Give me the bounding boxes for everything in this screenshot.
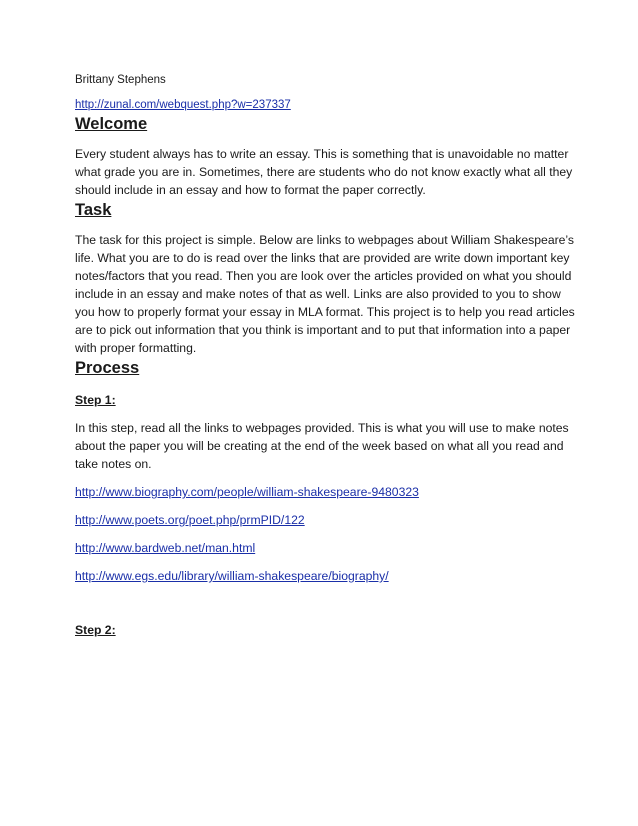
- step-1-paragraph: In this step, read all the links to webpages provided. This is what you will use to make notes about the paper you will be creating at the end of the week based on what all you read and take notes on.: [75, 421, 569, 471]
- bardweb-link[interactable]: http://www.bardweb.net/man.html: [75, 541, 256, 555]
- step-1-link-list: [75, 483, 575, 585]
- step-1-label: Step 1:: [75, 393, 116, 407]
- egs-link[interactable]: http://www.egs.edu/library/william-shakespeare/biography/: [75, 569, 389, 583]
- step-2-label: Step 2:: [75, 623, 116, 637]
- document-content: [75, 72, 575, 639]
- webquest-link[interactable]: http://zunal.com/webquest.php?w=237337: [75, 99, 291, 111]
- process-heading: Process: [75, 359, 140, 377]
- task-heading: Task: [75, 201, 112, 219]
- welcome-heading: Welcome: [75, 115, 148, 133]
- poets-link[interactable]: http://www.poets.org/poet.php/prmPID/122: [75, 513, 305, 527]
- task-paragraph: The task for this project is simple. Below are links to webpages about William Shakespeare’s life. What you are to do is read over the links that are provided are write down important key notes/factors that you read. Then you are look over the articles provided on what you should include in an essay and make notes of that as well. Links are also provided to you to show you how to properly format your essay in MLA format. This project is to help you read articles are to pick out information that you think is important and to put that information into a paper with proper formatting.: [75, 233, 575, 355]
- biography-link[interactable]: http://www.biography.com/people/william-shakespeare-9480323: [75, 485, 419, 499]
- welcome-paragraph: Every student always has to write an essay. This is something that is unavoidable no matter what grade you are in. Sometimes, there are students who do not know exactly what all they should include in an essay and how to format the paper correctly.: [75, 147, 573, 197]
- author-name: Brittany Stephens: [75, 74, 166, 86]
